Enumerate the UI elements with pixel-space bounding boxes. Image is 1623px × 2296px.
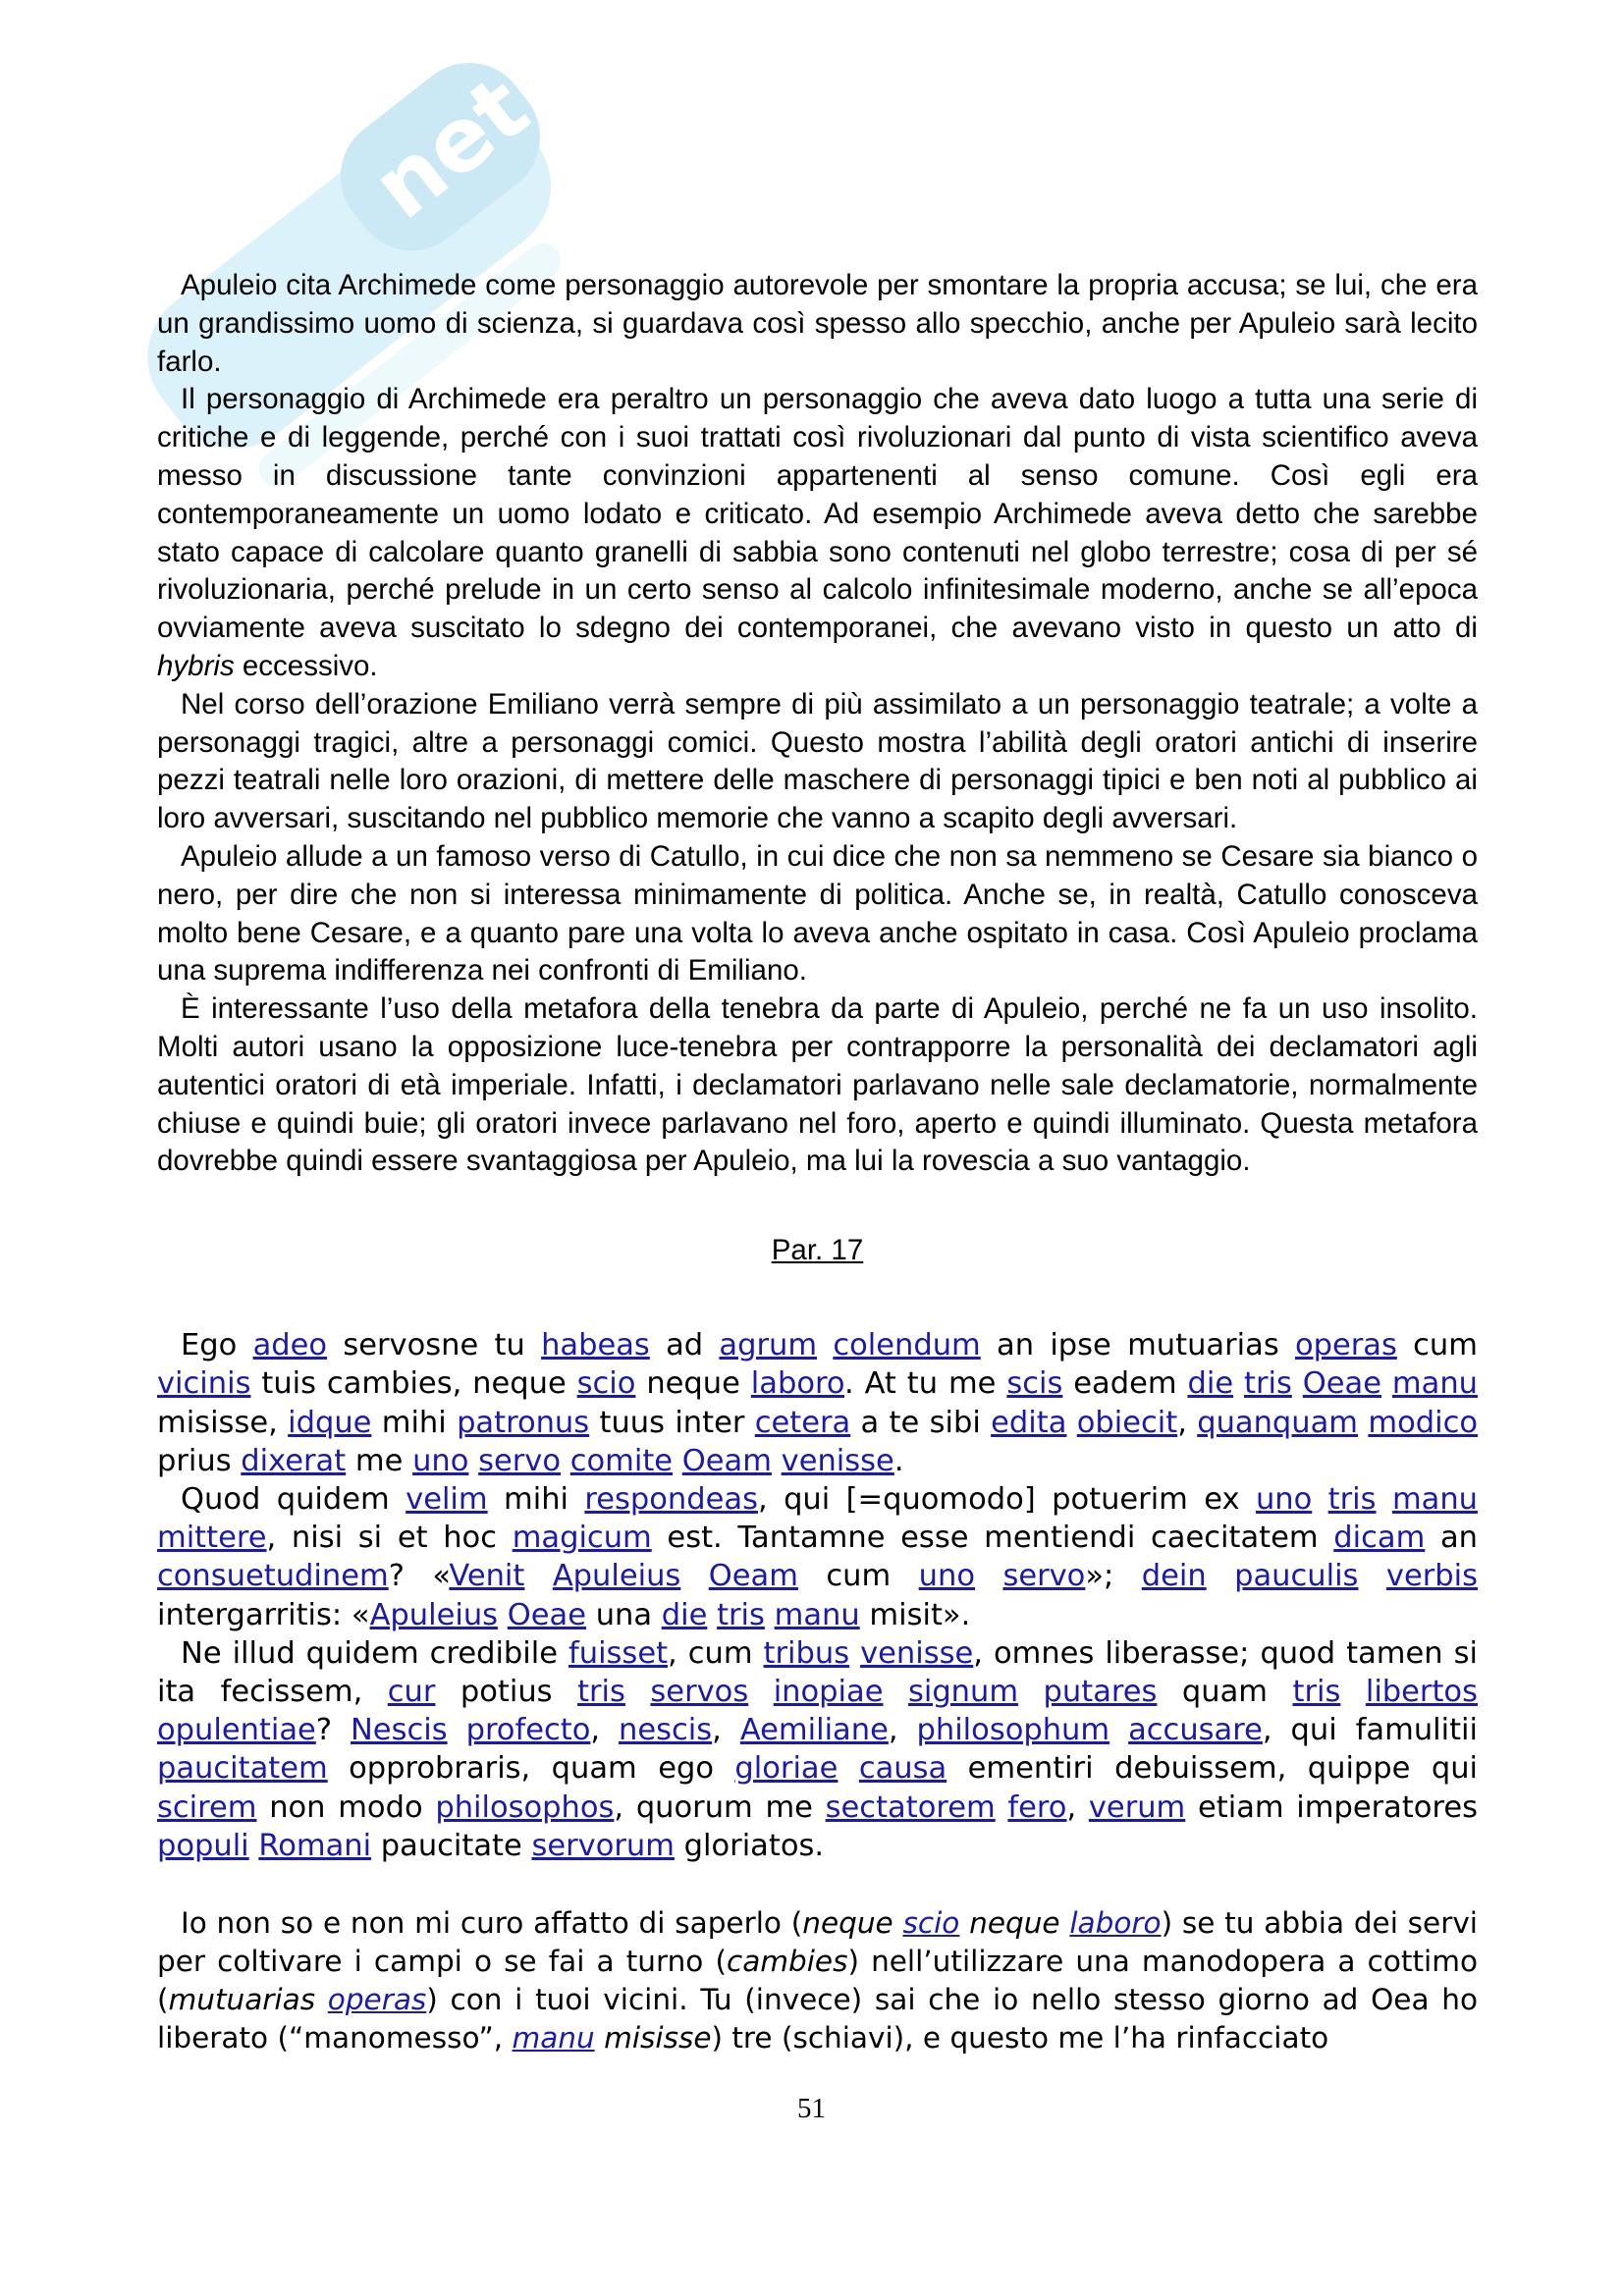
glossary-link[interactable]: patronus bbox=[457, 1405, 590, 1440]
text-run: servosne tu bbox=[327, 1328, 542, 1363]
text-run bbox=[996, 1790, 1008, 1825]
glossary-link[interactable]: quanquam bbox=[1197, 1405, 1359, 1440]
text-run bbox=[468, 1444, 478, 1478]
glossary-link[interactable]: causa bbox=[858, 1751, 947, 1787]
glossary-link[interactable]: colendum bbox=[833, 1328, 981, 1363]
text-run: me bbox=[346, 1443, 413, 1478]
glossary-link[interactable]: idque bbox=[288, 1405, 372, 1440]
text-run: , cum bbox=[668, 1635, 764, 1671]
glossary-link[interactable]: signum bbox=[907, 1674, 1019, 1709]
text-run bbox=[1018, 1675, 1043, 1709]
italic-term: neque bbox=[802, 1905, 893, 1940]
text-run: una bbox=[586, 1597, 662, 1632]
glossary-link[interactable]: accusare bbox=[1128, 1713, 1263, 1748]
glossary-link[interactable]: respondeas bbox=[584, 1481, 758, 1517]
text-run: etiam imperatores bbox=[1185, 1789, 1478, 1825]
glossary-link[interactable]: tris bbox=[1244, 1366, 1292, 1402]
text-run: , bbox=[712, 1713, 740, 1748]
glossary-link[interactable]: gloriae bbox=[734, 1751, 839, 1787]
text-run: tuus inter bbox=[589, 1405, 755, 1440]
glossary-link[interactable]: philosophos bbox=[435, 1789, 615, 1825]
glossary-link[interactable]: Apuleius bbox=[552, 1559, 681, 1594]
glossary-link[interactable]: uno bbox=[1255, 1481, 1313, 1517]
text-run: ) se tu abbia dei servi per coltivare i campi o se fai a turno ( bbox=[157, 1905, 1478, 1978]
glossary-link[interactable]: modico bbox=[1368, 1405, 1478, 1440]
text-run: . At tu me bbox=[843, 1366, 1007, 1402]
glossary-link[interactable]: laboro bbox=[1069, 1905, 1162, 1940]
text-run: quam bbox=[1157, 1674, 1293, 1709]
text-run: ) nell’utilizzare una manodopera a cottimo ( bbox=[157, 1944, 1478, 2016]
glossary-link[interactable]: uno bbox=[918, 1559, 975, 1594]
glossary-link[interactable]: servos bbox=[650, 1674, 749, 1709]
glossary-link[interactable]: cetera bbox=[754, 1405, 851, 1440]
paragraph-metafora-tenebra: È interessante l’uso della metafora della tenebra da parte di Apuleio, perché ne fa un uso insolito. Molti autori usano la opposizione luce-tenebra per contrapporre la personalità dei declamatori agli autentici oratori di età imperiale. Infatti, i declamatori parlavano nelle sale declamatorie, normalmente chiuse e quindi buie; gli oratori invece parlavano nel foro, aperto e quindi illuminato. Questa metafora dovrebbe quindi essere svantaggiosa per Apuleio, ma lui la rovescia a suo vantaggio. bbox=[157, 992, 1478, 1178]
translation-paragraph bbox=[157, 1904, 1478, 2057]
glossary-link[interactable]: tris bbox=[577, 1674, 625, 1709]
glossary-link[interactable]: tris bbox=[717, 1597, 765, 1632]
text-run: misisse, bbox=[157, 1405, 289, 1440]
glossary-link[interactable]: uno bbox=[412, 1443, 469, 1478]
text-run: est. Tantamne esse mentiendi caecitatem bbox=[651, 1521, 1334, 1556]
glossary-link[interactable]: habeas bbox=[541, 1328, 650, 1363]
glossary-link[interactable]: dixerat bbox=[241, 1443, 347, 1478]
glossary-link[interactable]: tris bbox=[1327, 1481, 1377, 1517]
glossary-link[interactable]: manu bbox=[1391, 1366, 1478, 1402]
text-run: , nisi si et hoc bbox=[266, 1521, 513, 1556]
text-run: , quorum me bbox=[614, 1789, 826, 1825]
page-body bbox=[157, 267, 1478, 2057]
italic-term: mutuarias bbox=[168, 1982, 316, 2016]
glossary-link[interactable]: verum bbox=[1088, 1789, 1186, 1825]
latin-text bbox=[157, 1326, 1478, 1865]
text-run bbox=[1292, 1366, 1303, 1401]
text-run: , bbox=[590, 1713, 620, 1748]
text-run: , qui [=quomodo] potuerim ex bbox=[757, 1481, 1256, 1517]
text-run bbox=[817, 1328, 833, 1362]
text-run bbox=[524, 1559, 552, 1593]
glossary-link[interactable]: laboro bbox=[750, 1366, 844, 1402]
glossary-link[interactable]: manu bbox=[512, 2020, 595, 2055]
text-run: mihi bbox=[371, 1405, 458, 1440]
glossary-link[interactable]: agrum bbox=[719, 1328, 818, 1363]
text-run: Quod quidem bbox=[181, 1481, 406, 1517]
text-run: potius bbox=[435, 1674, 578, 1709]
glossary-link[interactable]: die bbox=[661, 1597, 708, 1632]
text-run bbox=[1312, 1482, 1327, 1517]
glossary-link[interactable]: servo bbox=[1002, 1559, 1086, 1594]
glossary-link[interactable]: scis bbox=[1006, 1366, 1063, 1402]
text-run: an bbox=[1425, 1521, 1479, 1556]
glossary-link[interactable]: opulentiae bbox=[157, 1713, 316, 1748]
text-run bbox=[1358, 1559, 1385, 1593]
text-run: an ipse mutuarias bbox=[980, 1328, 1295, 1363]
glossary-link[interactable]: pauculis bbox=[1234, 1559, 1359, 1594]
text-run bbox=[849, 1636, 860, 1671]
italic-term: neque bbox=[969, 1905, 1060, 1940]
text-run bbox=[883, 1675, 907, 1709]
text-run: prius bbox=[157, 1443, 242, 1478]
text-run bbox=[975, 1559, 1002, 1593]
italian-commentary bbox=[157, 267, 1478, 1181]
glossary-link[interactable]: Oeam bbox=[681, 1443, 772, 1478]
glossary-link[interactable]: profecto bbox=[465, 1713, 591, 1748]
glossary-link[interactable]: putares bbox=[1043, 1674, 1158, 1709]
italic-term: cambies bbox=[726, 1944, 848, 1978]
glossary-link[interactable]: consuetudinem bbox=[157, 1559, 389, 1594]
glossary-link[interactable]: sectatorem bbox=[825, 1789, 996, 1825]
text-run bbox=[1060, 1906, 1070, 1940]
text-run: cum bbox=[1396, 1328, 1478, 1363]
glossary-link[interactable]: manu bbox=[1391, 1481, 1478, 1517]
text-run: Ne illud quidem credibile bbox=[181, 1635, 568, 1671]
text-run: tuis cambies, neque bbox=[250, 1366, 577, 1402]
text-run bbox=[1109, 1713, 1128, 1747]
text-run: , bbox=[1066, 1789, 1089, 1825]
text-run bbox=[673, 1444, 682, 1478]
glossary-link[interactable]: comite bbox=[569, 1443, 674, 1478]
glossary-link[interactable]: fuisset bbox=[568, 1635, 669, 1671]
glossary-link[interactable]: inopiae bbox=[773, 1674, 884, 1709]
section-heading: Par. 17 bbox=[771, 1234, 864, 1267]
glossary-link[interactable]: scio bbox=[902, 1905, 960, 1940]
glossary-link[interactable]: scirem bbox=[157, 1789, 257, 1825]
glossary-link[interactable]: adeo bbox=[252, 1328, 328, 1363]
glossary-link[interactable]: venisse bbox=[781, 1443, 894, 1478]
glossary-link[interactable]: fero bbox=[1007, 1789, 1067, 1825]
text-run bbox=[1377, 1482, 1392, 1517]
glossary-link[interactable]: Romani bbox=[258, 1828, 372, 1863]
glossary-link[interactable]: Apuleius bbox=[369, 1597, 499, 1632]
translation bbox=[157, 1904, 1478, 2057]
glossary-link[interactable]: tribus bbox=[763, 1635, 850, 1671]
text-run bbox=[1358, 1406, 1368, 1440]
text-run bbox=[1066, 1406, 1076, 1440]
text-run: ) tre (schiavi), e questo me l’ha rinfacciato bbox=[711, 2020, 1329, 2055]
glossary-link[interactable]: nescis bbox=[619, 1713, 713, 1748]
paragraph-emiliano-teatrale: Nel corso dell’orazione Emiliano verrà sempre di più assimilato a un personaggio teatrale; a volte a personaggi tragici, altre a personaggi comici. Questo mostra l’abilità degli oratori antichi di inserire pezzi teatrali nelle loro orazioni, di mettere delle maschere di personaggi tipici e ben noti al pubblico ai loro avversari, suscitando nel pubblico memorie che vanno a scapito degli avversari. bbox=[157, 687, 1478, 835]
text-run bbox=[595, 2021, 604, 2055]
glossary-link[interactable]: libertos bbox=[1365, 1674, 1478, 1709]
text-run: opprobraris, quam ego bbox=[327, 1751, 735, 1787]
page-number: 51 bbox=[797, 2093, 826, 2124]
glossary-link[interactable]: venisse bbox=[860, 1635, 974, 1671]
text-run: mihi bbox=[487, 1481, 585, 1517]
text-run bbox=[1233, 1366, 1244, 1401]
latin-paragraph bbox=[157, 1480, 1478, 1634]
glossary-link[interactable]: manu bbox=[774, 1597, 860, 1632]
text-run: , qui famulitii bbox=[1262, 1713, 1479, 1748]
text-run: , bbox=[1177, 1405, 1198, 1440]
text-run: intergarritis: « bbox=[157, 1597, 370, 1632]
glossary-link[interactable]: operas bbox=[1294, 1328, 1397, 1363]
text-run: , bbox=[888, 1713, 917, 1748]
latin-paragraph bbox=[157, 1326, 1478, 1480]
glossary-link[interactable]: edita bbox=[991, 1405, 1067, 1440]
text-run bbox=[498, 1598, 508, 1632]
glossary-link[interactable]: Oeam bbox=[708, 1559, 798, 1594]
text-run bbox=[1207, 1559, 1234, 1593]
text-run bbox=[893, 1906, 903, 1940]
glossary-link[interactable]: scio bbox=[576, 1366, 636, 1402]
text-run: ) con i tuoi vicini. Tu (invece) sai che io nello stesso giorno ad Oea ho liberato (“manomesso”, bbox=[157, 1982, 1478, 2055]
glossary-link[interactable]: servo bbox=[478, 1443, 562, 1478]
text-run bbox=[772, 1444, 782, 1478]
text-run: Io non so e non mi curo affatto di saperlo ( bbox=[181, 1905, 803, 1940]
paragraph-archimede-critiche: Il personaggio di Archimede era peraltro un personaggio che aveva dato luogo a tutta una serie di critiche e di leggende, perché con i suoi trattati così rivoluzionari dal punto di vista scientifico aveva messo in discussione tante convinzioni appartenenti al senso comune. Così egli era contemporaneamente un uomo lodato e criticato. Ad esempio Archimede aveva detto che sarebbe stato capace di calcolare quanto granelli di sabbia sono contenuti nel globo terrestre; cosa di per sé rivoluzionaria, perché prelude in un certo senso al calcolo infinitesimale moderno, anche se all’epoca ovviamente aveva suscitato lo sdegno dei contemporanei, che avevano visto in questo un atto di hybris eccessivo. bbox=[157, 383, 1478, 682]
glossary-link[interactable]: servorum bbox=[531, 1828, 675, 1863]
watermark-text: net bbox=[353, 56, 548, 240]
paragraph-archimede-intro: Apuleio cita Archimede come personaggio autorevole per smontare la propria accusa; se lui, che era un grandissimo uomo di scienza, si guardava così spesso allo specchio, anche per Apuleio sarà lecito farlo. bbox=[157, 269, 1478, 378]
text-run: eadem bbox=[1062, 1366, 1188, 1402]
text-run: non modo bbox=[256, 1789, 436, 1825]
text-run: paucitate bbox=[371, 1828, 532, 1863]
text-run bbox=[315, 1983, 328, 2016]
text-run bbox=[249, 1829, 259, 1863]
text-run bbox=[838, 1751, 858, 1786]
latin-paragraph bbox=[157, 1634, 1478, 1865]
text-run: ? bbox=[315, 1713, 351, 1748]
glossary-link[interactable]: Aemiliane bbox=[739, 1713, 889, 1748]
glossary-link[interactable]: dein bbox=[1141, 1559, 1207, 1594]
glossary-link[interactable]: Oeae bbox=[1302, 1366, 1382, 1402]
text-run: , omnes liberasse; quod tamen si ita fecissem, bbox=[157, 1635, 1478, 1709]
glossary-link[interactable]: cur bbox=[387, 1674, 436, 1709]
text-run: ad bbox=[649, 1328, 720, 1363]
text-run: ementiri debuissem, quippe qui bbox=[947, 1751, 1478, 1787]
glossary-link[interactable]: dicam bbox=[1333, 1521, 1426, 1556]
text-run: misit». bbox=[859, 1597, 971, 1632]
glossary-link[interactable]: tris bbox=[1292, 1674, 1341, 1709]
text-run bbox=[1340, 1675, 1365, 1709]
text-run: a te sibi bbox=[850, 1405, 992, 1440]
text-run bbox=[748, 1675, 773, 1709]
glossary-link[interactable]: philosophum bbox=[916, 1713, 1110, 1748]
glossary-link[interactable]: Venit bbox=[449, 1559, 525, 1594]
glossary-link[interactable]: Oeae bbox=[507, 1597, 586, 1632]
text-run bbox=[448, 1713, 466, 1747]
glossary-link[interactable]: Nescis bbox=[350, 1713, 448, 1748]
text-run: neque bbox=[635, 1366, 751, 1402]
glossary-link[interactable]: populi bbox=[157, 1828, 249, 1863]
italic-term: misisse bbox=[604, 2020, 712, 2055]
text-run: cum bbox=[797, 1559, 919, 1594]
glossary-link[interactable]: paucitatem bbox=[157, 1751, 328, 1787]
text-run: . bbox=[893, 1443, 904, 1478]
text-run bbox=[707, 1598, 717, 1632]
glossary-link[interactable]: mittere bbox=[157, 1521, 267, 1556]
text-run: gloriatos. bbox=[674, 1828, 825, 1863]
glossary-link[interactable]: operas bbox=[327, 1982, 427, 2016]
paragraph-catullo: Apuleio allude a un famoso verso di Catullo, in cui dice che non sa nemmeno se Cesare sia bianco o nero, per dire che non si interessa minimamente di politica. Anche se, in realtà, Catullo conosceva molto bene Cesare, e a quanto pare una volta lo aveva anche ospitato in casa. Così Apuleio proclama una suprema indifferenza nei confronti di Emiliano. bbox=[157, 839, 1478, 988]
glossary-link[interactable]: magicum bbox=[512, 1521, 652, 1556]
text-run bbox=[765, 1598, 775, 1632]
text-run bbox=[625, 1675, 650, 1709]
text-run: ? « bbox=[388, 1559, 450, 1594]
text-run: »; bbox=[1085, 1559, 1142, 1594]
glossary-link[interactable]: verbis bbox=[1385, 1559, 1478, 1594]
text-run: Ego bbox=[181, 1328, 253, 1363]
glossary-link[interactable]: obiecit bbox=[1076, 1405, 1178, 1440]
text-run bbox=[561, 1444, 570, 1478]
text-run bbox=[1381, 1366, 1392, 1401]
glossary-link[interactable]: vicinis bbox=[157, 1366, 251, 1402]
text-run bbox=[680, 1559, 708, 1593]
glossary-link[interactable]: velim bbox=[406, 1481, 488, 1517]
glossary-link[interactable]: die bbox=[1187, 1366, 1234, 1402]
text-run bbox=[959, 1906, 969, 1940]
